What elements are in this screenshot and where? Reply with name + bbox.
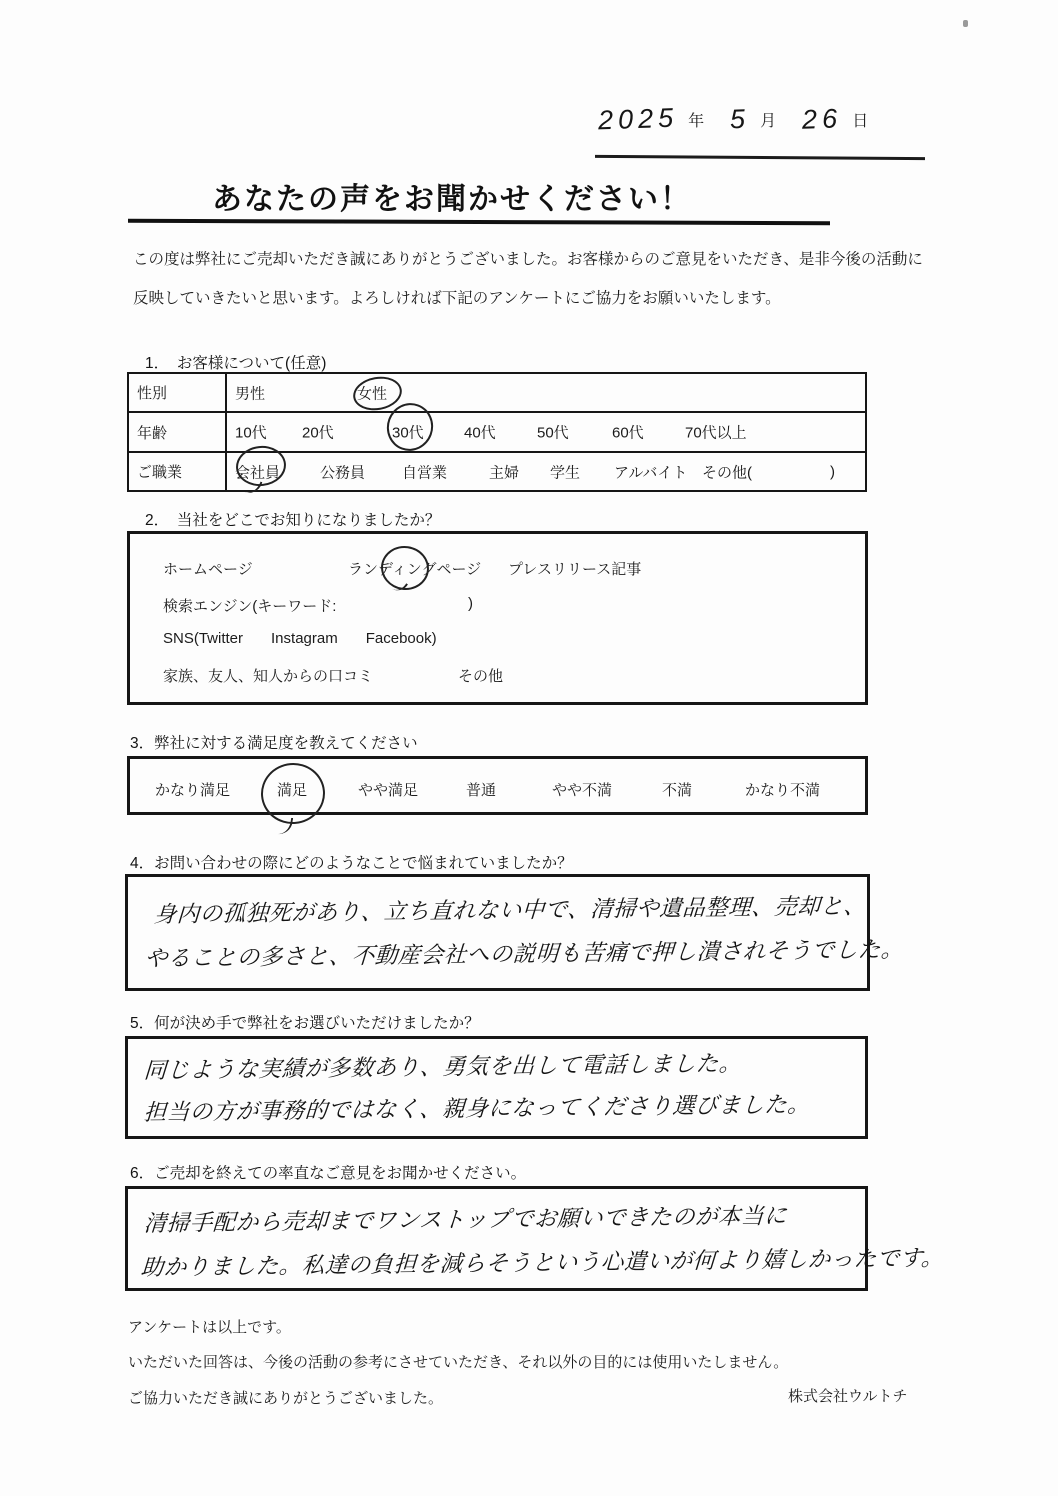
q5-answer-line-1: 同じような実績が多数あり、勇気を出して電話しました。 bbox=[143, 1050, 743, 1083]
q6-answer-line-1: 清掃手配から売却までワンストップでお願いできたのが本当に bbox=[143, 1203, 788, 1236]
age-option-10s: 10代 bbox=[235, 424, 267, 442]
job-option-other-close: ) bbox=[830, 463, 835, 480]
age-option-60s: 60代 bbox=[612, 424, 644, 442]
source-option-press-release: プレスリリース記事 bbox=[508, 561, 642, 578]
sns-facebook: Facebook) bbox=[365, 630, 437, 647]
age-option-50s: 50代 bbox=[537, 424, 569, 442]
age-option-30s: 30代 bbox=[392, 424, 424, 442]
q4-heading: 4．お問い合わせの際にどのようなことで悩まれていましたか？ bbox=[130, 855, 573, 872]
row-label-age: 年齢 bbox=[129, 413, 227, 451]
footer-line-1: アンケートは以上です。 bbox=[128, 1319, 291, 1336]
gender-options bbox=[227, 374, 865, 411]
q3-heading: 3．弊社に対する満足度を教えてください bbox=[130, 735, 418, 752]
satisfaction-option-satisfied: 満足 bbox=[277, 782, 308, 799]
date-month: 5 bbox=[729, 103, 751, 135]
row-label-job: ご職業 bbox=[129, 453, 227, 490]
age-options bbox=[227, 413, 865, 451]
q6-answer-box bbox=[125, 1186, 945, 1291]
satisfaction-option-dissatisfied: 不満 bbox=[662, 782, 693, 799]
source-option-other: その他 bbox=[458, 668, 504, 685]
age-option-20s: 20代 bbox=[302, 424, 334, 442]
source-option-homepage: ホームページ bbox=[163, 561, 253, 578]
date-day: 26 bbox=[801, 103, 843, 135]
source-option-sns bbox=[163, 630, 437, 647]
q5-answer-line-2: 担当の方が事務的ではなく、親身になってくださり選びました。 bbox=[143, 1091, 812, 1125]
footer-line-3: ご協力いただき誠にありがとうございました。 bbox=[128, 1390, 444, 1407]
table-row-gender bbox=[129, 374, 865, 411]
q5-heading: 5．何が決め手で弊社をお選びいただけましたか？ bbox=[130, 1015, 480, 1032]
date-day-unit: 日 bbox=[852, 113, 869, 130]
q6-heading: 6．ご売却を終えての率直なご意見をお聞かせください。 bbox=[130, 1165, 527, 1182]
date-field bbox=[598, 104, 868, 135]
q2-heading: 2． 当社をどこでお知りになりましたか？ bbox=[145, 512, 441, 529]
q4-answer-line-1: 身内の孤独死があり、立ち直れない中で、清掃や遺品整理、売却と、 bbox=[153, 893, 868, 927]
selection-circle-satisfaction-tail bbox=[277, 816, 293, 836]
scan-artifact bbox=[963, 20, 968, 27]
age-option-70s-plus: 70代以上 bbox=[685, 424, 747, 442]
sns-twitter: SNS(Twitter bbox=[163, 630, 244, 647]
satisfaction-option-very-dissatisfied: かなり不満 bbox=[745, 782, 821, 799]
source-option-search-engine: 検索エンジン(キーワード: bbox=[163, 598, 337, 615]
date-month-unit: 月 bbox=[760, 113, 777, 130]
title-underline bbox=[128, 219, 830, 225]
company-name: 株式会社ウルトチ bbox=[788, 1388, 908, 1405]
q4-answer-line-2: やることの多さと、不動産会社への説明も苦痛で押し潰されそうでした。 bbox=[144, 936, 905, 971]
gender-option-female: 女性 bbox=[357, 385, 388, 402]
date-year: 2025 bbox=[597, 102, 679, 136]
job-options bbox=[227, 453, 865, 490]
satisfaction-option-somewhat-satisfied: やや満足 bbox=[358, 782, 419, 799]
intro-line-2: 反映していきたいと思います。よろしければ下記のアンケートにご協力をお願いいたします。 bbox=[133, 290, 781, 307]
source-option-landing-page: ランディングページ bbox=[348, 561, 482, 578]
row-label-gender: 性別 bbox=[129, 374, 227, 411]
job-option-other-open: その他( bbox=[702, 464, 752, 481]
q1-heading: 1． お客様について(任意) bbox=[145, 355, 327, 372]
page-title: あなたの声をお聞かせください！ bbox=[212, 183, 692, 216]
job-option-civil-servant: 公務員 bbox=[320, 464, 366, 481]
date-underline bbox=[595, 155, 925, 160]
q3-box bbox=[127, 756, 868, 815]
satisfaction-option-somewhat-dissatisfied: やや不満 bbox=[552, 782, 613, 799]
footer-line-2: いただいた回答は、今後の活動の参考にさせていただき、それ以外の目的には使用いたしません。 bbox=[128, 1354, 789, 1371]
job-option-company-employee: 会社員 bbox=[235, 464, 281, 481]
q6-answer-line-2: 助かりました。私達の負担を減らそうという心遣いが何より嬉しかったです。 bbox=[140, 1245, 945, 1280]
job-option-housewife: 主婦 bbox=[489, 464, 520, 481]
job-option-student: 学生 bbox=[550, 464, 581, 481]
source-search-close-paren: ) bbox=[468, 595, 473, 612]
source-option-word-of-mouth: 家族、友人、知人からの口コミ bbox=[163, 668, 374, 685]
q5-answer-box bbox=[125, 1036, 868, 1139]
satisfaction-option-very-satisfied: かなり満足 bbox=[155, 782, 231, 799]
intro-paragraph bbox=[133, 250, 923, 328]
job-option-self-employed: 自営業 bbox=[402, 464, 448, 481]
intro-line-1: この度は弊社にご売却いただき誠にありがとうございました。お客様からのご意見をいただき、是非今後の活動に bbox=[133, 251, 923, 268]
q2-box bbox=[127, 531, 868, 705]
sns-instagram: Instagram bbox=[271, 630, 338, 647]
date-year-unit: 年 bbox=[688, 113, 705, 130]
gender-option-male: 男性 bbox=[235, 385, 266, 402]
job-option-parttime: アルバイト bbox=[614, 464, 688, 481]
age-option-40s: 40代 bbox=[464, 424, 496, 442]
satisfaction-option-neutral: 普通 bbox=[466, 782, 497, 799]
q4-answer-box bbox=[125, 874, 905, 991]
table-row-age bbox=[129, 411, 865, 451]
